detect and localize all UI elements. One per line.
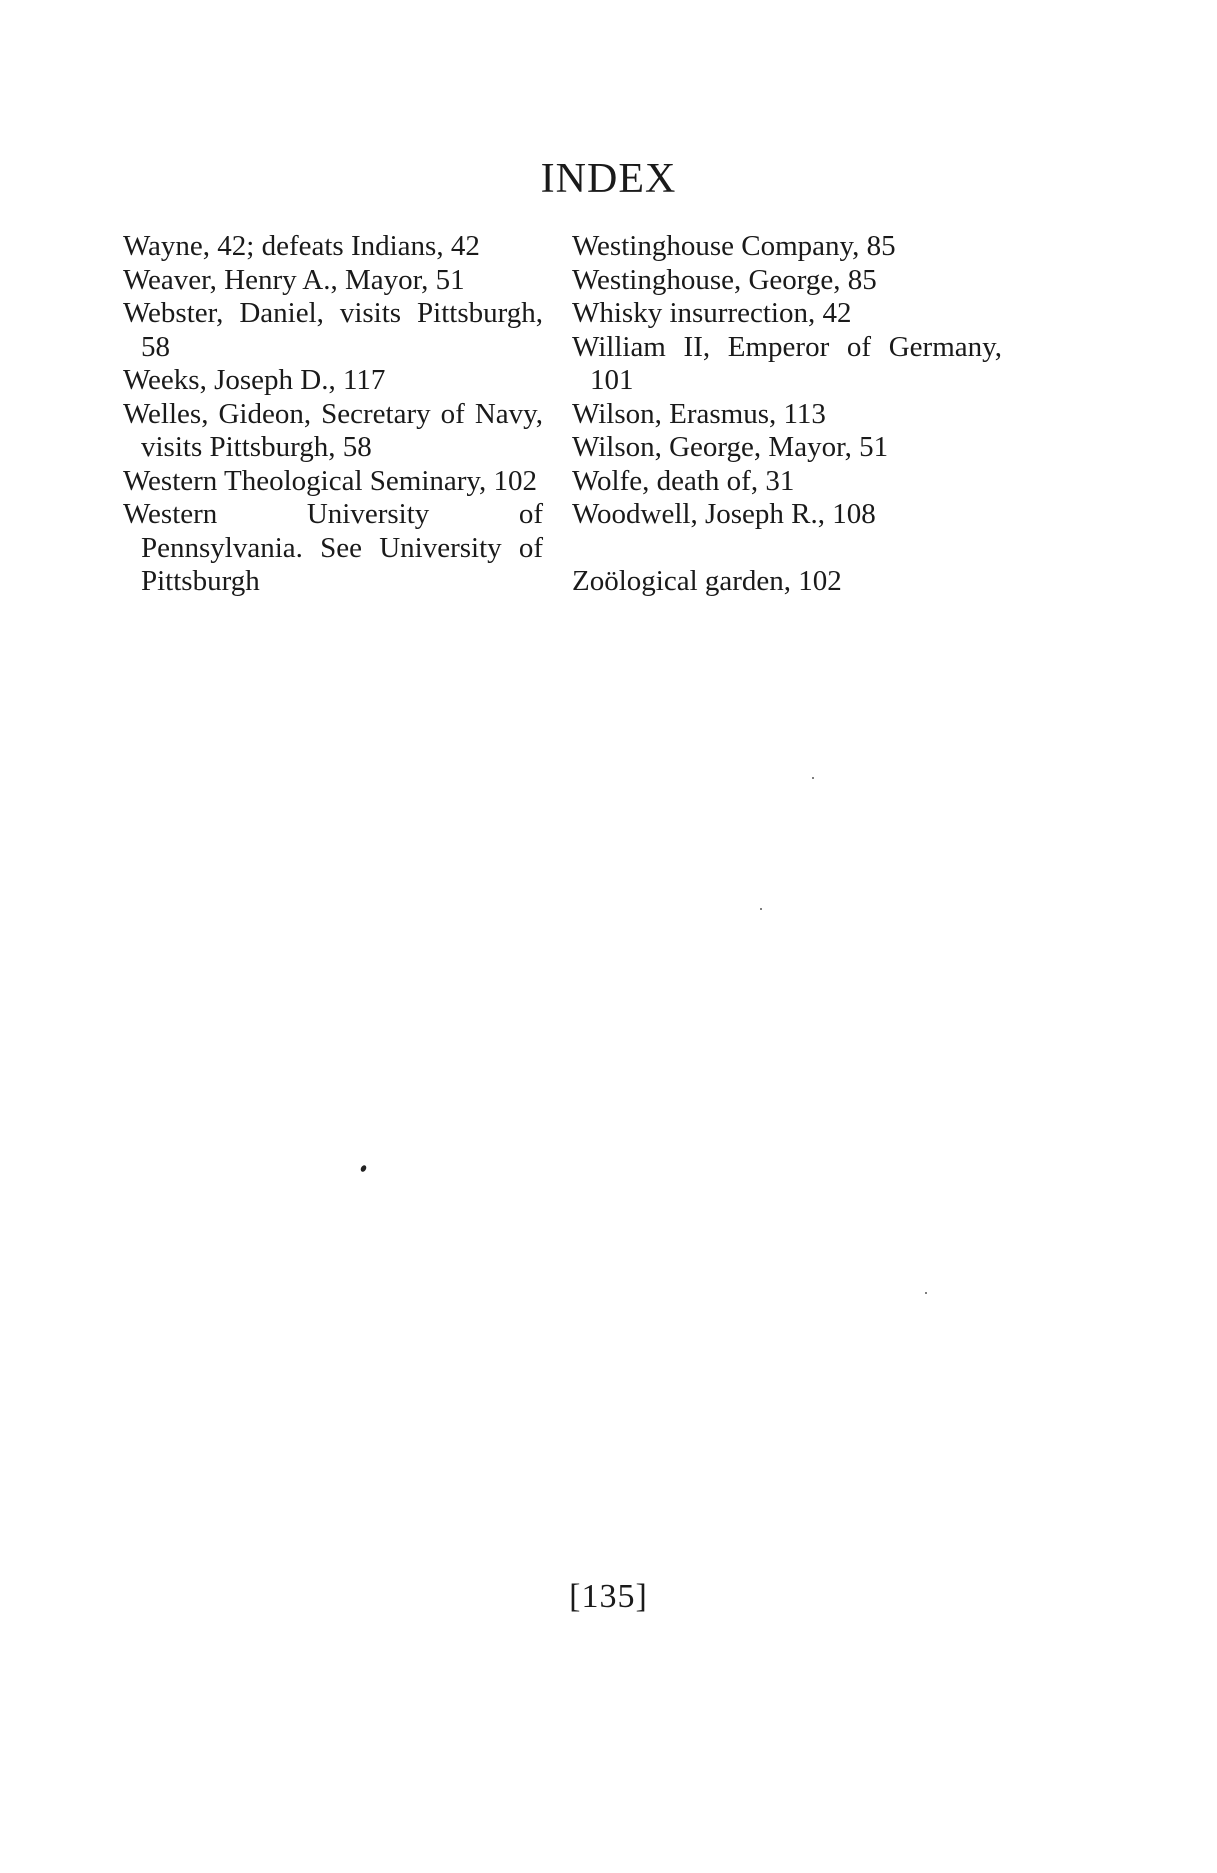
scan-speck xyxy=(760,908,762,910)
index-entry: Wilson, Erasmus, 113 xyxy=(572,397,826,430)
index-entry: Western Theological Seminary, 102 xyxy=(123,464,538,497)
index-entry: Weeks, Joseph D., 117 xyxy=(123,364,386,396)
page-number: [135] xyxy=(569,1578,648,1615)
index-entry: Welles, Gideon, Secretary of Navy, visits Pittsburgh, 58 xyxy=(123,397,543,463)
index-entry: Western University of Pennsylvania. See University of Pittsburgh xyxy=(123,498,543,597)
index-entry: Wolfe, death of, 31 xyxy=(572,464,795,497)
index-entry: Wilson, George, Mayor, 51 xyxy=(572,431,889,463)
index-entry: Wayne, 42; defeats Indians, 42 xyxy=(123,230,480,262)
index-entry: Westinghouse, George, 85 xyxy=(572,263,877,296)
index-entry: Westinghouse Company, 85 xyxy=(572,230,896,262)
index-entry: William II, Emperor of Germany, 101 xyxy=(572,330,1002,396)
scan-speck xyxy=(925,1292,927,1294)
index-right-column xyxy=(572,230,1002,599)
scan-speck xyxy=(812,777,814,779)
index-entry: Zoölogical garden, 102 xyxy=(572,565,842,597)
index-entry: Whisky insurrection, 42 xyxy=(572,297,852,329)
index-title: INDEX xyxy=(540,156,677,202)
index-left-column xyxy=(123,230,543,599)
index-entry: Weaver, Henry A., Mayor, 51 xyxy=(123,263,465,296)
index-entry: Webster, Daniel, visits Pittsburgh, 58 xyxy=(123,297,543,363)
scan-speck xyxy=(360,1164,368,1173)
index-entry: Woodwell, Joseph R., 108 xyxy=(572,498,876,530)
